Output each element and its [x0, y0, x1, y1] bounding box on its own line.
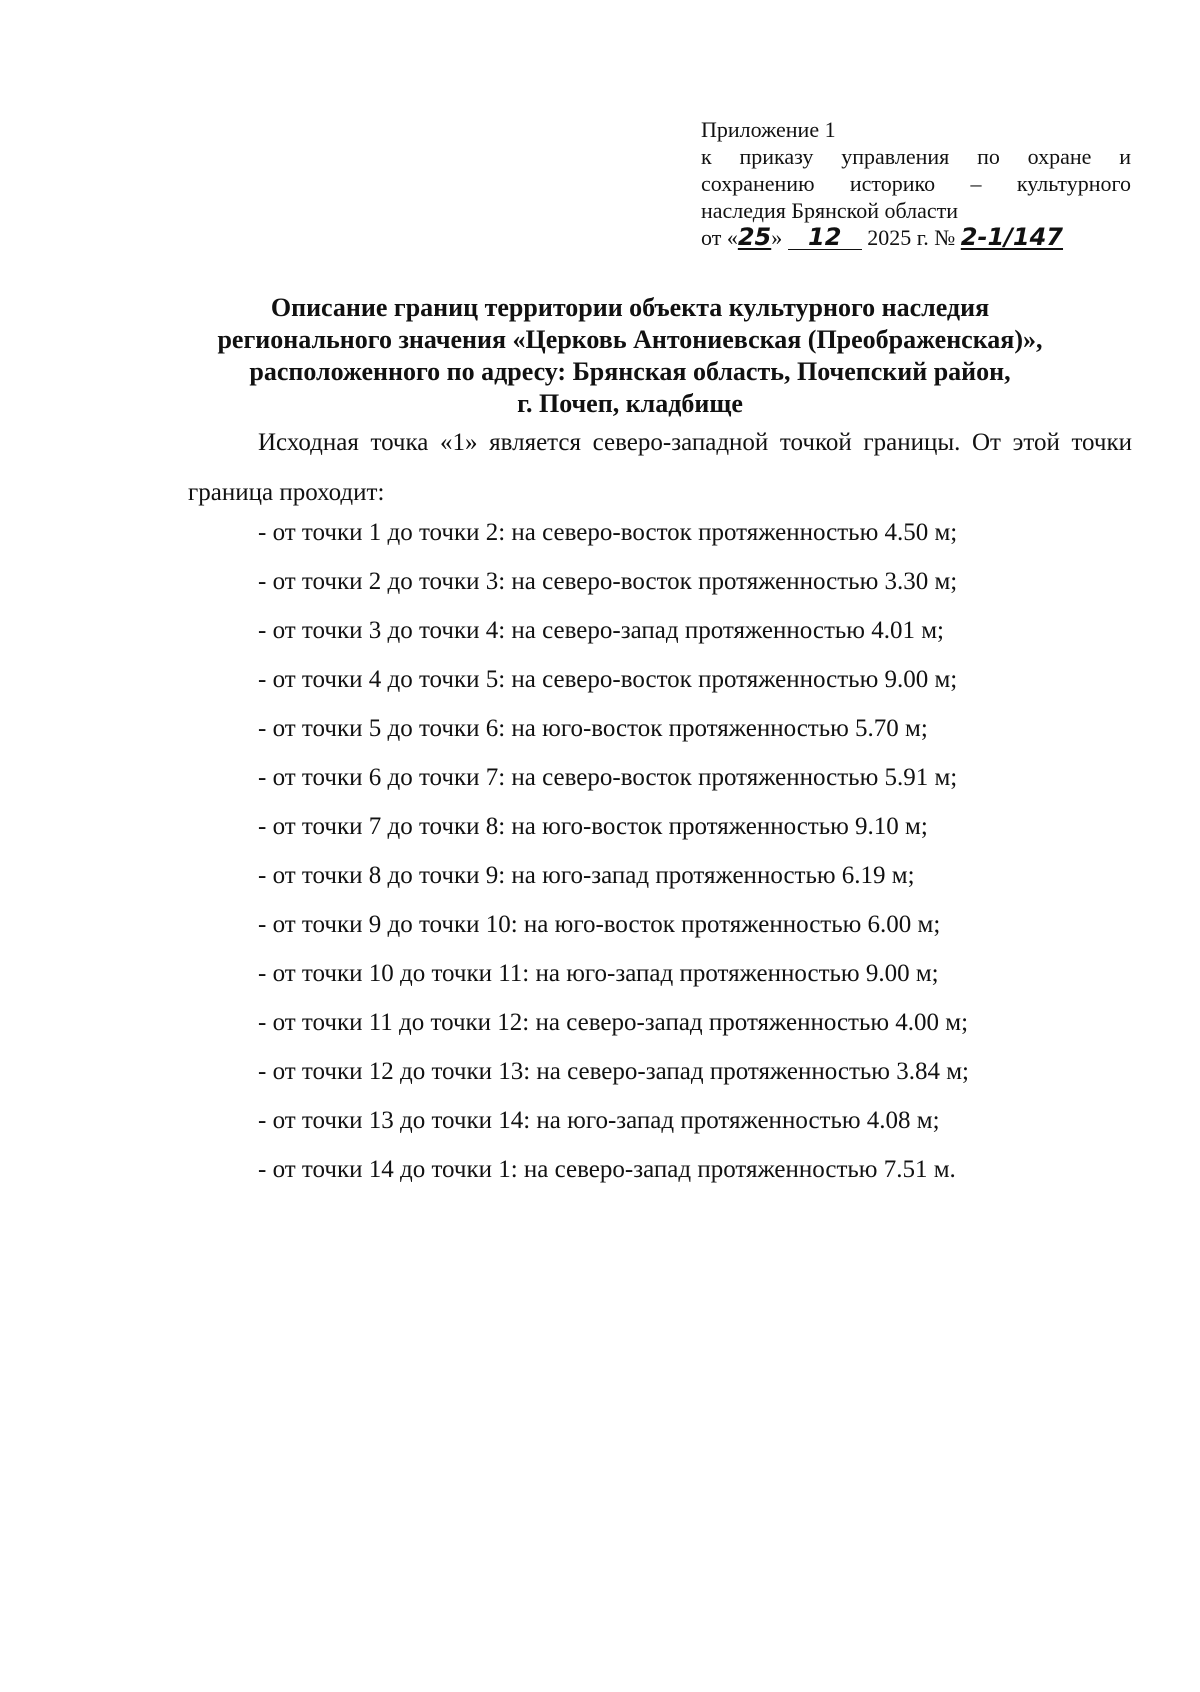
boundary-item: - от точки 1 до точки 2: на северо-восток протяженностью 4.50 м;	[258, 519, 958, 546]
title-line: г. Почеп, кладбище	[517, 389, 743, 418]
boundary-item: - от точки 7 до точки 8: на юго-восток протяженностью 9.10 м;	[258, 813, 928, 840]
document-title	[130, 292, 1130, 420]
boundary-item: - от точки 4 до точки 5: на северо-восток протяженностью 9.00 м;	[258, 666, 958, 693]
boundary-item: - от точки 10 до точки 11: на юго-запад протяженностью 9.00 м;	[258, 960, 939, 987]
boundary-item: - от точки 2 до точки 3: на северо-восток протяженностью 3.30 м;	[258, 568, 958, 595]
order-number: 2-1/147	[960, 223, 1064, 251]
title-line: Описание границ территории объекта культурного наследия	[270, 293, 990, 322]
order-date-line	[701, 224, 1131, 251]
boundary-item: - от точки 8 до точки 9: на юго-запад протяженностью 6.19 м;	[258, 862, 915, 889]
boundary-item: - от точки 5 до точки 6: на юго-восток протяженностью 5.70 м;	[258, 715, 928, 742]
boundary-item: - от точки 3 до точки 4: на северо-запад протяженностью 4.01 м;	[258, 617, 944, 644]
boundary-item: - от точки 12 до точки 13: на северо-запад протяженностью 3.84 м;	[258, 1058, 969, 1085]
appendix-label: Приложение 1	[701, 117, 836, 142]
boundary-item: - от точки 11 до точки 12: на северо-запад протяженностью 4.00 м;	[258, 1009, 969, 1036]
order-month: 12	[808, 223, 842, 251]
title-line: регионального значения «Церковь Антониевская (Преображенская)»,	[217, 325, 1043, 354]
appendix-order-line: наследия Брянской области	[701, 198, 959, 223]
title-line: расположенного по адресу: Брянская область, Почепский район,	[249, 357, 1011, 386]
intro-paragraph	[188, 418, 1132, 518]
boundary-item: - от точки 6 до точки 7: на северо-восток протяженностью 5.91 м;	[258, 764, 958, 791]
order-month-field	[788, 223, 862, 251]
order-year: 2025 г. №	[867, 225, 956, 250]
appendix-header	[701, 116, 1131, 251]
appendix-order-line: сохранению историко – культурного	[701, 171, 1131, 196]
boundary-item: - от точки 14 до точки 1: на северо-запад протяженностью 7.51 м.	[258, 1156, 956, 1183]
order-day: 25	[737, 223, 772, 251]
appendix-order-line: к приказу управления по охране и	[701, 144, 1131, 169]
date-prefix: от «	[701, 225, 738, 250]
intro-text: Исходная точка «1» является северо-западной точкой границы. От этой точки граница проходит:	[188, 429, 1132, 506]
boundary-item: - от точки 9 до точки 10: на юго-восток протяженностью 6.00 м;	[258, 911, 941, 938]
boundary-list	[258, 517, 1138, 1203]
boundary-item: - от точки 13 до точки 14: на юго-запад протяженностью 4.08 м;	[258, 1107, 940, 1134]
date-separator: »	[771, 225, 783, 250]
